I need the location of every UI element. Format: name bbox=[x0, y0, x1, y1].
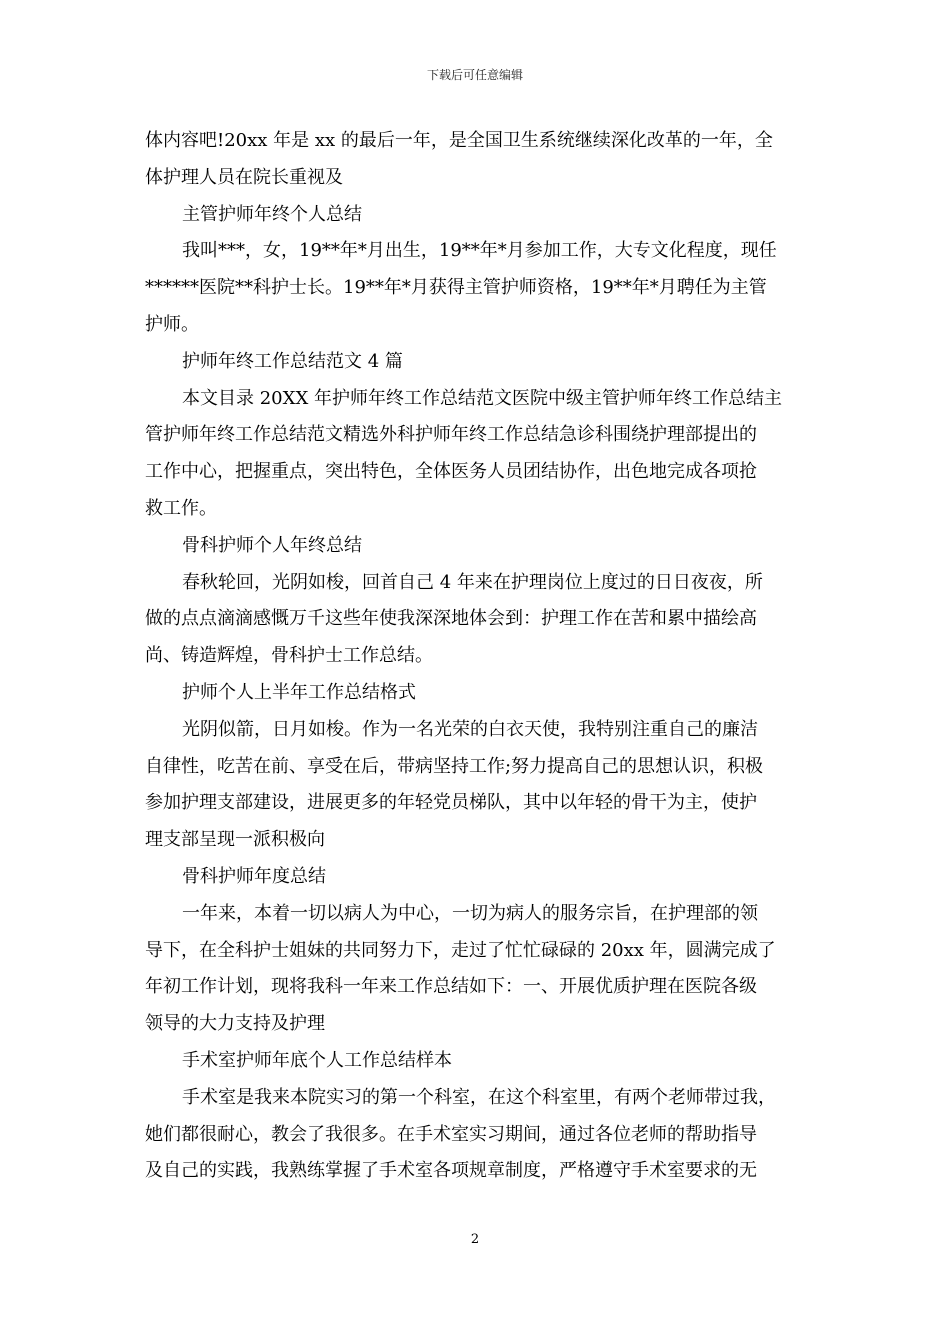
text-line: 光阴似箭，日月如梭。作为一名光荣的白衣天使，我特别注重自己的廉洁 bbox=[182, 718, 758, 740]
text-line: 我叫***，女，19**年*月出生，19**年*月参加工作，大专文化程度，现任 bbox=[182, 240, 777, 262]
text-line: 参加护理支部建设，进展更多的年轻党员梯队，其中以年轻的骨干为主，使护 bbox=[145, 792, 757, 814]
text-line: 护师。 bbox=[145, 313, 199, 335]
text-line: 一年来，本着一切以病人为中心，一切为病人的服务宗旨，在护理部的领 bbox=[182, 902, 758, 924]
text-line: 手术室是我来本院实习的第一个科室，在这个科室里，有两个老师带过我， bbox=[182, 1086, 776, 1108]
text-line: 本文目录 20XX 年护师年终工作总结范文医院中级主管护师年终工作总结主 bbox=[182, 387, 782, 409]
section-title: 主管护师年终个人总结 bbox=[182, 203, 362, 225]
text-line: 理支部呈现一派积极向 bbox=[145, 829, 325, 851]
document-body bbox=[145, 123, 810, 1190]
page-header: 下载后可任意编辑 bbox=[426, 68, 523, 82]
text-line: 体护理人员在院长重视及 bbox=[145, 166, 343, 188]
section-title: 骨科护师年度总结 bbox=[182, 865, 326, 887]
text-line: 工作中心，把握重点，突出特色，全体医务人员团结协作，出色地完成各项抢 bbox=[145, 461, 757, 483]
section-title: 手术室护师年底个人工作总结样本 bbox=[182, 1049, 452, 1071]
page-number: 2 bbox=[470, 1232, 480, 1247]
text-line: 尚、铸造辉煌，骨科护士工作总结。 bbox=[145, 645, 433, 667]
section-title: 骨科护师个人年终总结 bbox=[182, 534, 362, 556]
text-line: 领导的大力支持及护理 bbox=[145, 1013, 325, 1035]
text-line: 春秋轮回，光阴如梭，回首自己 4 年来在护理岗位上度过的日日夜夜，所 bbox=[182, 571, 763, 593]
section-title: 护师个人上半年工作总结格式 bbox=[182, 681, 416, 703]
text-line: 导下，在全科护士姐妹的共同努力下，走过了忙忙碌碌的 20xx 年，圆满完成了 bbox=[145, 939, 776, 961]
text-line: 救工作。 bbox=[145, 497, 217, 519]
text-line: 自律性，吃苦在前、享受在后，带病坚持工作;努力提高自己的思想认识，积极 bbox=[145, 755, 764, 777]
text-line: ******医院**科护士长。19**年*月获得主管护师资格，19**年*月聘任为主管 bbox=[145, 277, 767, 299]
text-line: 年初工作计划，现将我科一年来工作总结如下：一、开展优质护理在医院各级 bbox=[145, 976, 757, 998]
text-line: 做的点点滴滴感慨万千这些年使我深深地体会到：护理工作在苦和累中描绘高 bbox=[145, 608, 757, 630]
text-line: 及自己的实践，我熟练掌握了手术室各项规章制度，严格遵守手术室要求的无 bbox=[145, 1160, 757, 1182]
text-line: 她们都很耐心，教会了我很多。在手术室实习期间，通过各位老师的帮助指导 bbox=[145, 1123, 757, 1145]
text-line: 管护师年终工作总结范文精选外科护师年终工作总结急诊科围绕护理部提出的 bbox=[145, 424, 757, 446]
text-line: 体内容吧!20xx 年是 xx 的最后一年，是全国卫生系统继续深化改革的一年，全 bbox=[145, 130, 773, 151]
section-title: 护师年终工作总结范文 4 篇 bbox=[182, 350, 403, 372]
